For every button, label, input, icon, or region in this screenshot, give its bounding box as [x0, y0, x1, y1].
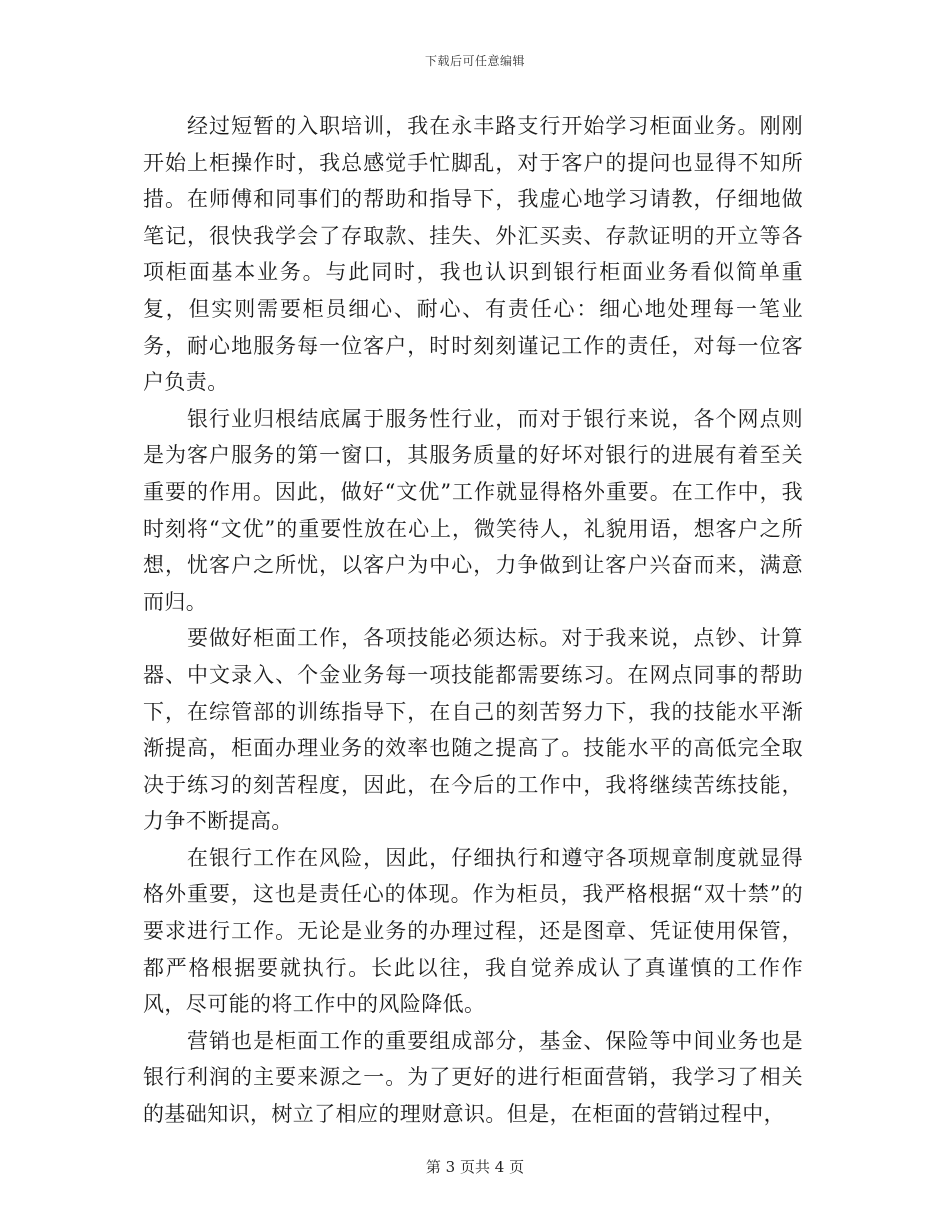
document-body [143, 108, 803, 1133]
paragraph-skills: 要做好柜面工作，各项技能必须达标。对于我来说，点钞、计算器、中文录入、个金业务每一项技能都需要练习。在网点同事的帮助下，在综管部的训练指导下，在自己的刻苦努力下，我的技能水平渐渐提高，柜面办理业务的效率也随之提高了。技能水平的高低完全取决于练习的刻苦程度，因此，在今后的工作中，我将继续苦练技能，力争不断提高。 [143, 626, 803, 834]
page-header: 下载后可任意编辑 [424, 54, 525, 68]
paragraph-marketing: 营销也是柜面工作的重要组成部分，基金、保险等中间业务也是银行利润的主要来源之一。为了更好的进行柜面营销，我学习了相关的基础知识，树立了相应的理财意识。但是，在柜面的营销过程中， [143, 1028, 803, 1127]
page-footer: 第 3 页共 4 页 [425, 1158, 525, 1176]
paragraph-training: 经过短暂的入职培训，我在永丰路支行开始学习柜面业务。刚刚开始上柜操作时，我总感觉手忙脚乱，对于客户的提问也显得不知所措。在师傅和同事们的帮助和指导下，我虚心地学习请教，仔细地做笔记，很快我学会了存取款、挂失、外汇买卖、存款证明的开立等各项柜面基本业务。与此同时，我也认识到银行柜面业务看似简单重复，但实则需要柜员细心、耐心、有责任心：细心地处理每一笔业务，耐心地服务每一位客户，时时刻刻谨记工作的责任，对每一位客户负责。 [143, 114, 803, 395]
paragraph-risk: 在银行工作在风险，因此，仔细执行和遵守各项规章制度就显得格外重要，这也是责任心的体现。作为柜员，我严格根据“双十禁”的要求进行工作。无论是业务的办理过程，还是图章、凭证使用保管，都严格根据要就执行。长此以往，我自觉养成认了真谨慎的工作作风，尽可能的将工作中的风险降低。 [143, 845, 803, 1017]
paragraph-service: 银行业归根结底属于服务性行业，而对于银行来说，各个网点则是为客户服务的第一窗口，其服务质量的好坏对银行的进展有着至关重要的作用。因此，做好“文优”工作就显得格外重要。在工作中，我时刻将“文优”的重要性放在心上，微笑待人，礼貌用语，想客户之所想，忧客户之所忧，以客户为中心，力争做到让客户兴奋而来，满意而归。 [143, 406, 803, 614]
